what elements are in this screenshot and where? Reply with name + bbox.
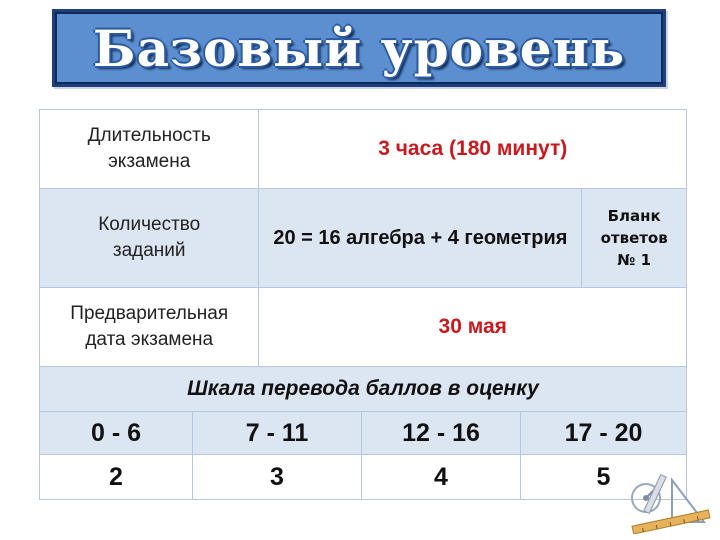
tasks-label-line2: заданий bbox=[112, 240, 186, 261]
score-range: 0 - 6 bbox=[40, 412, 193, 455]
grade-value: 2 bbox=[40, 455, 193, 500]
exam-info-table bbox=[39, 109, 687, 367]
answer-form-line3: № 1 bbox=[617, 251, 652, 269]
date-value: 30 мая bbox=[438, 315, 507, 338]
duration-label-line2: экзамена bbox=[108, 151, 191, 172]
tasks-label-line1: Количество bbox=[98, 214, 201, 235]
math-tools-icon bbox=[622, 470, 714, 534]
page-title: Базовый уровень bbox=[92, 18, 626, 78]
table-row bbox=[40, 189, 687, 288]
date-label-line1: Предварительная bbox=[70, 303, 229, 324]
score-range: 7 - 11 bbox=[193, 412, 362, 455]
duration-value-cell bbox=[259, 110, 687, 189]
date-label-line2: дата экзамена bbox=[85, 329, 214, 350]
score-range: 17 - 20 bbox=[521, 412, 687, 455]
answer-form-cell bbox=[582, 189, 687, 288]
table-row bbox=[40, 288, 687, 367]
table-row bbox=[40, 367, 687, 412]
duration-value: 3 часа (180 минут) bbox=[378, 137, 568, 160]
score-range: 12 - 16 bbox=[362, 412, 521, 455]
table-row bbox=[40, 412, 687, 455]
tasks-value: 20 = 16 алгебра + 4 геометрия bbox=[273, 226, 568, 249]
grade-value: 5 bbox=[521, 455, 687, 500]
duration-label-cell bbox=[40, 110, 259, 189]
grade-value: 4 bbox=[362, 455, 521, 500]
date-label-cell bbox=[40, 288, 259, 367]
tasks-value-cell bbox=[259, 189, 582, 288]
tasks-label-cell bbox=[40, 189, 259, 288]
date-value-cell bbox=[259, 288, 687, 367]
table-row bbox=[40, 110, 687, 189]
answer-form-line2: ответов bbox=[600, 229, 668, 247]
grade-value: 3 bbox=[193, 455, 362, 500]
table-row bbox=[40, 455, 687, 500]
grade-scale-table bbox=[39, 366, 687, 500]
scale-heading: Шкала перевода баллов в оценку bbox=[40, 367, 687, 412]
title-banner bbox=[52, 9, 666, 87]
answer-form-line1: Бланк bbox=[607, 207, 661, 225]
duration-label-line1: Длительность bbox=[87, 125, 211, 146]
